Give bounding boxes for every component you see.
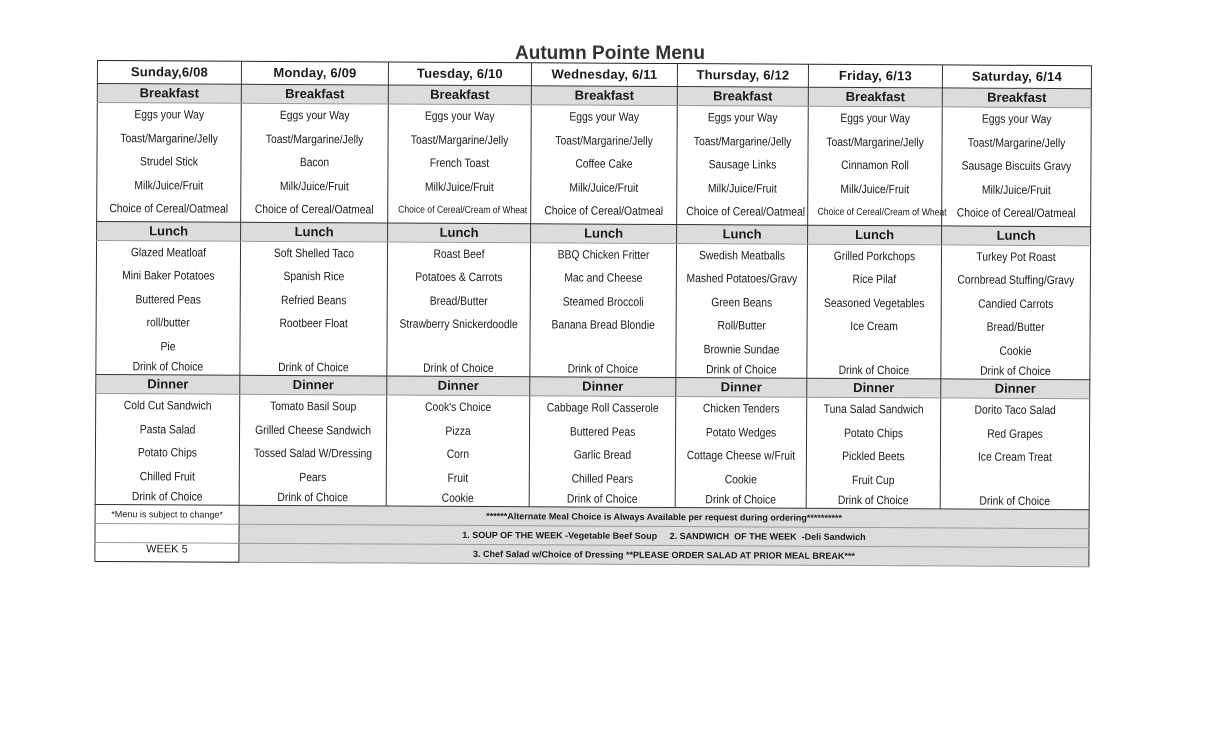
dinner-menu-item: Chicken Tenders xyxy=(702,401,780,416)
breakfast-label: Breakfast xyxy=(241,84,388,104)
lunch-menu-item: Drink of Choice xyxy=(423,360,494,376)
lunch-menu-item: Drink of Choice xyxy=(567,361,639,376)
breakfast-menu-item: Choice of Cereal/Cream of Wheat xyxy=(817,206,947,219)
lunch-menu-item: Buttered Peas xyxy=(135,291,201,307)
dinner-menu-item: Grilled Cheese Sandwich xyxy=(255,422,372,437)
lunch-menu-item: Cookie xyxy=(999,343,1032,358)
breakfast-menu-item: Choice of Cereal/Oatmeal xyxy=(109,201,229,216)
dinner-menu-item: Drink of Choice xyxy=(837,492,909,508)
dinner-items-cell xyxy=(529,396,676,508)
breakfast-menu-item: Milk/Juice/Fruit xyxy=(424,179,494,194)
breakfast-menu-item: Coffee Cake xyxy=(575,156,633,171)
breakfast-menu-item: Toast/Margarine/Jelly xyxy=(967,135,1066,150)
breakfast-items-row xyxy=(97,103,1092,227)
footer-blank-cell xyxy=(95,523,239,543)
breakfast-menu-item: Toast/Margarine/Jelly xyxy=(410,132,509,147)
dinner-menu-item: Fruit xyxy=(447,470,469,485)
dinner-label: Dinner xyxy=(96,374,240,394)
lunch-menu-item: Banana Bread Blondie xyxy=(551,317,655,332)
dinner-menu-item: Corn xyxy=(446,446,470,461)
dinner-menu-item: Cookie xyxy=(724,471,757,486)
dinner-menu-item: Chilled Pears xyxy=(571,470,634,486)
lunch-menu-item: Refried Beans xyxy=(281,292,347,307)
dinner-menu-item: Pears xyxy=(299,469,327,484)
dinner-menu-item: Garlic Bread xyxy=(573,447,632,462)
breakfast-menu-item: Eggs your Way xyxy=(279,107,350,123)
breakfast-menu-item: Milk/Juice/Fruit xyxy=(134,177,204,193)
day-header: Friday, 6/13 xyxy=(808,64,942,88)
breakfast-items-cell xyxy=(808,106,947,225)
dinner-items-cell xyxy=(806,397,941,509)
dinner-menu-item: Potato Chips xyxy=(843,425,904,440)
dinner-label: Dinner xyxy=(676,378,807,398)
dinner-menu-item: Drink of Choice xyxy=(979,493,1051,508)
day-header: Tuesday, 6/10 xyxy=(388,62,531,86)
lunch-menu-item: Potatoes & Carrots xyxy=(415,269,503,285)
lunch-menu-item: Turkey Pot Roast xyxy=(976,249,1056,264)
breakfast-items-cell xyxy=(241,103,389,222)
dinner-label: Dinner xyxy=(387,376,530,396)
dinner-items-cell xyxy=(239,394,387,506)
breakfast-menu-item: Eggs your Way xyxy=(424,108,495,124)
breakfast-menu-item: Cinnamon Roll xyxy=(841,157,909,173)
page-title: Autumn Pointe Menu xyxy=(515,43,705,64)
dinner-menu-item: Cabbage Roll Casserole xyxy=(546,400,659,415)
lunch-menu-item: Drink of Choice xyxy=(278,359,349,375)
lunch-menu-item: Drink of Choice xyxy=(132,359,204,374)
breakfast-menu-item: Milk/Juice/Fruit xyxy=(981,182,1051,197)
lunch-menu-item: Cornbread Stuffing/Gravy xyxy=(957,272,1075,288)
lunch-items-row xyxy=(96,240,1091,380)
lunch-menu-item xyxy=(541,337,666,361)
dinner-menu-item: Ice Cream Treat xyxy=(977,449,1052,465)
lunch-menu-item: Swedish Meatballs xyxy=(698,247,786,263)
dinner-label: Dinner xyxy=(941,379,1090,399)
lunch-label: Lunch xyxy=(97,221,241,241)
breakfast-items-cell xyxy=(942,107,1092,226)
dinner-menu-item: Potato Chips xyxy=(137,445,198,460)
breakfast-menu-item: Strudel Stick xyxy=(139,154,198,169)
day-header: Sunday,6/08 xyxy=(97,61,241,85)
lunch-items-cell xyxy=(807,244,942,379)
soup-sandwich-note: 1. SOUP OF THE WEEK -Vegetable Beef Soup 2. SANDWICH OF THE WEEK -Deli Sandwich xyxy=(239,524,1089,547)
lunch-menu-item: Mac and Cheese xyxy=(564,270,643,285)
weekly-menu-table xyxy=(94,60,1092,567)
dinner-menu-item: Cold Cut Sandwich xyxy=(123,398,212,413)
dinner-menu-item: Tuna Salad Sandwich xyxy=(823,401,924,417)
dinner-menu-item: Drink of Choice xyxy=(277,489,349,505)
dinner-menu-item: Cookie xyxy=(441,490,474,505)
lunch-items-cell xyxy=(941,244,1091,379)
breakfast-menu-item: Eggs your Way xyxy=(840,110,911,126)
dinner-menu-item: Dorito Taco Salad xyxy=(974,402,1056,418)
lunch-label: Lunch xyxy=(677,224,808,244)
breakfast-items-cell xyxy=(97,103,242,222)
breakfast-label: Breakfast xyxy=(97,84,241,104)
dinner-menu-item: Cook's Choice xyxy=(425,399,492,415)
dinner-menu-item xyxy=(951,469,1078,493)
breakfast-menu-item: Toast/Margarine/Jelly xyxy=(120,130,218,146)
day-header: Saturday, 6/14 xyxy=(942,65,1091,89)
lunch-label: Lunch xyxy=(388,223,531,243)
lunch-items-cell xyxy=(240,241,388,376)
breakfast-items-cell xyxy=(677,106,809,225)
breakfast-label: Breakfast xyxy=(531,86,677,106)
dinner-menu-item: Drink of Choice xyxy=(131,489,203,504)
dinner-menu-item: Pickled Beets xyxy=(842,448,905,464)
lunch-menu-item xyxy=(251,335,377,359)
lunch-menu-item: roll/butter xyxy=(146,315,190,330)
breakfast-label: Breakfast xyxy=(808,87,942,107)
dinner-menu-item: Tomato Basil Soup xyxy=(270,398,357,414)
breakfast-menu-item: Choice of Cereal/Oatmeal xyxy=(544,203,664,218)
dinner-menu-item: Fruit Cup xyxy=(852,472,895,487)
dinner-menu-item: Drink of Choice xyxy=(566,491,638,506)
breakfast-menu-item: Eggs your Way xyxy=(981,111,1052,126)
dinner-items-row xyxy=(95,393,1090,509)
dinner-menu-item: Red Grapes xyxy=(987,426,1043,441)
lunch-menu-item: Mini Baker Potatoes xyxy=(122,268,215,283)
lunch-menu-item: Brownie Sundae xyxy=(703,341,780,357)
menu-sheet xyxy=(94,60,1091,567)
lunch-menu-item: Rice Pilaf xyxy=(852,271,897,287)
lunch-menu-item: Mashed Potatoes/Gravy xyxy=(686,271,798,286)
lunch-menu-item: Bread/Butter xyxy=(429,293,488,308)
alternate-note: ******Alternate Meal Choice is Always Available per request during ordering********** xyxy=(239,505,1089,528)
day-header: Monday, 6/09 xyxy=(241,61,388,85)
lunch-menu-item xyxy=(397,336,519,360)
lunch-menu-item: Ice Cream xyxy=(850,318,898,334)
lunch-menu-item: Roast Beef xyxy=(433,246,485,261)
dinner-menu-item: Buttered Peas xyxy=(569,423,636,439)
lunch-menu-item: Pie xyxy=(160,338,176,353)
breakfast-menu-item: Milk/Juice/Fruit xyxy=(840,181,910,196)
week-label: WEEK 5 xyxy=(95,542,239,562)
dinner-menu-item: Chilled Fruit xyxy=(139,468,195,484)
dinner-items-cell xyxy=(675,397,807,509)
lunch-menu-item xyxy=(817,338,932,362)
lunch-menu-item: Soft Shelled Taco xyxy=(273,245,355,260)
breakfast-menu-item: Choice of Cereal/Oatmeal xyxy=(956,205,1076,221)
breakfast-menu-item: French Toast xyxy=(429,155,490,171)
lunch-items-cell xyxy=(387,242,531,377)
breakfast-menu-item: Choice of Cereal/Oatmeal xyxy=(254,201,374,217)
lunch-menu-item: Green Beans xyxy=(711,294,773,310)
dinner-menu-item: Drink of Choice xyxy=(705,492,777,507)
lunch-menu-item: Strawberry Snickerdoodle xyxy=(399,316,518,332)
breakfast-menu-item: Sausage Biscuits Gravy xyxy=(961,158,1072,174)
lunch-menu-item: Drink of Choice xyxy=(838,362,910,378)
breakfast-menu-item: Eggs your Way xyxy=(707,110,778,125)
breakfast-menu-item: Milk/Juice/Fruit xyxy=(569,179,639,195)
dinner-label: Dinner xyxy=(240,375,387,395)
breakfast-menu-item: Toast/Margarine/Jelly xyxy=(265,131,364,146)
dinner-label: Dinner xyxy=(530,377,676,397)
lunch-menu-item: Roll/Butter xyxy=(717,318,766,333)
lunch-items-cell xyxy=(676,243,808,378)
lunch-items-cell xyxy=(530,242,677,377)
lunch-label: Lunch xyxy=(808,225,942,245)
dinner-menu-item: Pasta Salad xyxy=(139,421,196,437)
chef-salad-note: 3. Chef Salad w/Choice of Dressing **PLEASE ORDER SALAD AT PRIOR MEAL BREAK*** xyxy=(239,543,1089,566)
lunch-menu-item: Spanish Rice xyxy=(283,268,345,284)
day-header: Thursday, 6/12 xyxy=(677,64,808,88)
lunch-menu-item: Grilled Porkchops xyxy=(833,248,916,263)
lunch-label: Lunch xyxy=(241,222,388,242)
breakfast-menu-item: Sausage Links xyxy=(708,157,777,172)
lunch-menu-item: Glazed Meatloaf xyxy=(130,244,207,260)
lunch-menu-item: Seasoned Vegetables xyxy=(823,295,925,310)
breakfast-menu-item: Eggs your Way xyxy=(134,107,205,122)
footer-row-3 xyxy=(95,542,1089,566)
lunch-menu-item: Bread/Butter xyxy=(986,319,1045,334)
dinner-label: Dinner xyxy=(807,378,941,398)
lunch-items-cell xyxy=(96,240,241,375)
breakfast-menu-item: Toast/Margarine/Jelly xyxy=(693,133,792,149)
lunch-label: Lunch xyxy=(942,225,1091,245)
breakfast-menu-item: Choice of Cereal/Cream of Wheat xyxy=(398,204,528,217)
disclaimer-note: *Menu is subject to change* xyxy=(95,504,239,524)
breakfast-menu-item: Choice of Cereal/Oatmeal xyxy=(686,204,806,219)
dinner-items-cell xyxy=(386,395,530,507)
breakfast-items-cell xyxy=(388,104,532,223)
lunch-menu-item: BBQ Chicken Fritter xyxy=(557,246,650,262)
breakfast-menu-item: Toast/Margarine/Jelly xyxy=(826,134,924,149)
lunch-menu-item: Drink of Choice xyxy=(980,363,1051,378)
dinner-menu-item: Tossed Salad W/Dressing xyxy=(253,445,373,461)
lunch-menu-item: Steamed Broccoli xyxy=(562,293,644,309)
breakfast-menu-item: Milk/Juice/Fruit xyxy=(707,180,777,196)
breakfast-menu-item: Eggs your Way xyxy=(569,109,640,124)
lunch-menu-item: Candied Carrots xyxy=(978,296,1054,311)
day-header: Wednesday, 6/11 xyxy=(531,63,677,87)
dinner-items-cell xyxy=(940,398,1090,510)
dinner-menu-item: Cottage Cheese w/Fruit xyxy=(686,448,796,463)
lunch-menu-item: Drink of Choice xyxy=(706,362,777,377)
dinner-menu-item: Pizza xyxy=(445,423,471,438)
breakfast-menu-item: Milk/Juice/Fruit xyxy=(279,178,349,193)
breakfast-label: Breakfast xyxy=(677,87,808,107)
lunch-menu-item: Rootbeer Float xyxy=(279,315,348,331)
lunch-label: Lunch xyxy=(531,223,677,243)
dinner-menu-item: Potato Wedges xyxy=(705,424,777,440)
breakfast-menu-item: Bacon xyxy=(299,155,330,170)
breakfast-label: Breakfast xyxy=(388,85,531,105)
breakfast-label: Breakfast xyxy=(942,88,1091,108)
dinner-items-cell xyxy=(95,393,240,505)
breakfast-menu-item: Toast/Margarine/Jelly xyxy=(555,132,653,148)
breakfast-items-cell xyxy=(531,105,678,224)
